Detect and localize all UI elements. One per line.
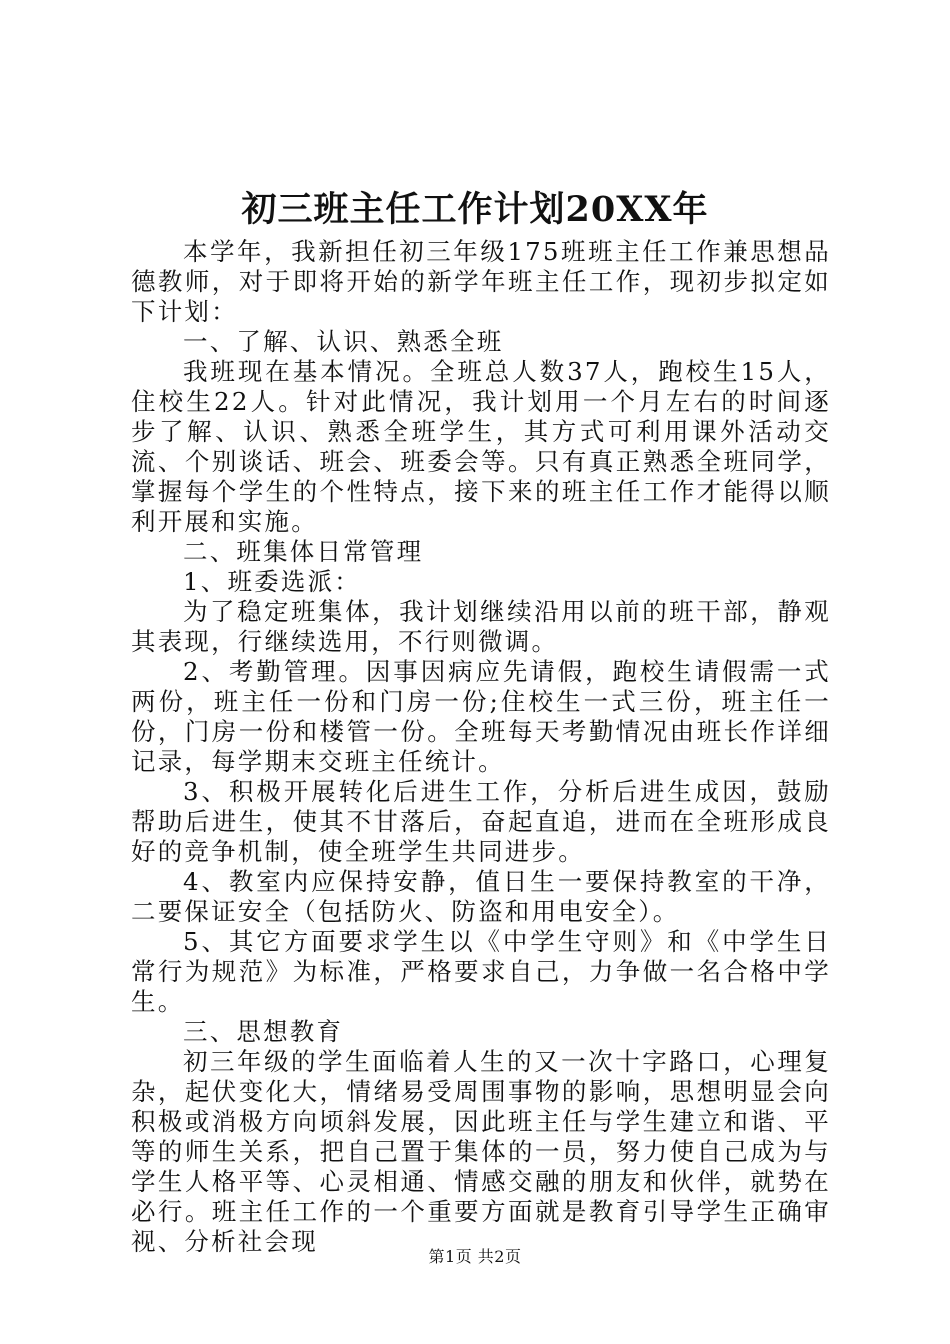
paragraph-class-situation: 我班现在基本情况。全班总人数37人，跑校生15人，住校生22人。针对此情况，我计划用一个月左右的时间逐步了解、认识、熟悉全班学生，其方式可利用课外活动交流、个别谈话、班会、班委会等。只有真正熟悉全班同学，掌握每个学生的个性特点，接下来的班主任工作才能得以顺利开展和实施。 [131, 357, 831, 536]
paragraph-underachievers: 3、积极开展转化后进生工作，分析后进生成因，鼓励帮助后进生，使其不甘落后，奋起直追，进而在全班形成良好的竞争机制，使全班学生共同进步。 [131, 777, 831, 866]
paragraph-ideological-education: 初三年级的学生面临着人生的又一次十字路口，心理复杂，起伏变化大，情绪易受周围事物的影响，思想明显会向积极或消极方向顷斜发展，因此班主任与学生建立和谐、平等的师生关系，把自己置于集体的一员，努力使自己成为与学生人格平等、心灵相通、情感交融的朋友和伙伴，就势在必行。班主任工作的一个重要方面就是教育引导学生正确审视、分析社会现 [131, 1047, 831, 1256]
section-heading-1: 一、了解、认识、熟悉全班 [183, 327, 504, 356]
subheading-class-committee: 1、班委选派： [183, 567, 361, 596]
intro-paragraph: 本学年，我新担任初三年级175班班主任工作兼思想品德教师，对于即将开始的新学年班主任工作，现初步拟定如下计划： [131, 237, 831, 326]
document-title: 初三班主任工作计划20XX年 [241, 189, 709, 230]
page-footer: 第1页 共2页 [428, 1247, 522, 1266]
section-heading-3: 三、思想教育 [183, 1017, 344, 1046]
document-body [131, 237, 831, 1257]
paragraph-classroom: 4、教室内应保持安静，值日生一要保持教室的干净，二要保证安全（包括防火、防盗和用电安全）。 [131, 867, 831, 926]
paragraph-class-committee: 为了稳定班集体，我计划继续沿用以前的班干部，静观其表现，行继续选用，不行则微调。 [131, 597, 831, 656]
paragraph-other-requirements: 5、其它方面要求学生以《中学生守则》和《中学生日常行为规范》为标准，严格要求自己，力争做一名合格中学生。 [131, 927, 831, 1016]
paragraph-attendance: 2、考勤管理。因事因病应先请假，跑校生请假需一式两份，班主任一份和门房一份;住校生一式三份，班主任一份，门房一份和楼管一份。全班每天考勤情况由班长作详细记录，每学期末交班主任统计。 [131, 657, 831, 776]
section-heading-2: 二、班集体日常管理 [183, 537, 424, 566]
